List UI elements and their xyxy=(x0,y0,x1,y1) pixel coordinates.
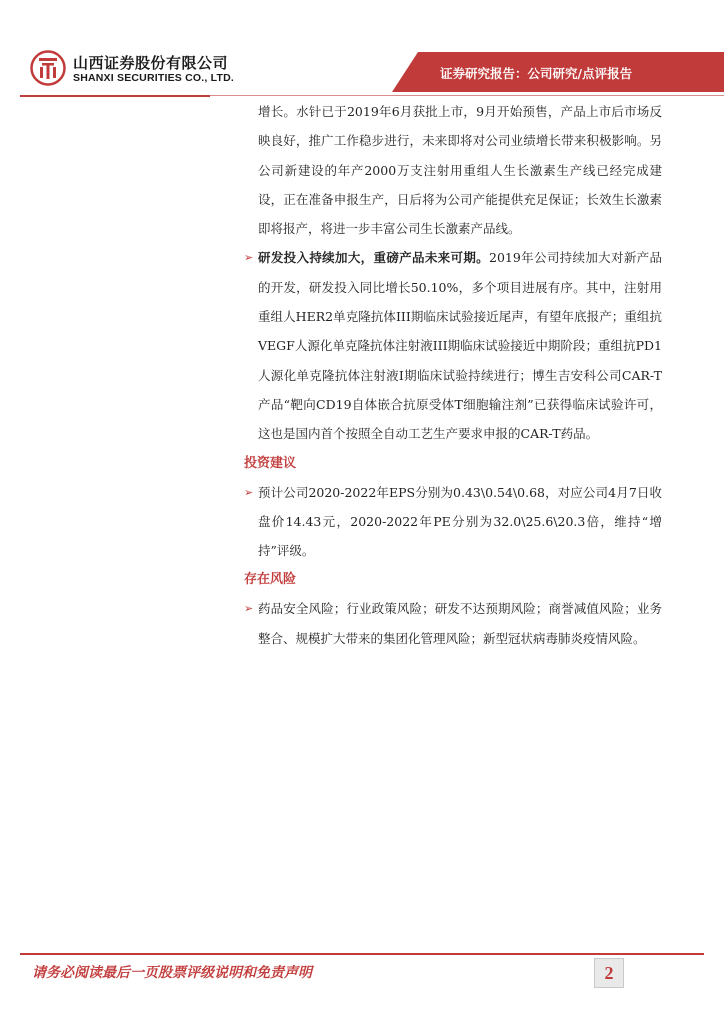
body-paragraph: 增长。水针已于2019年6月获批上市，9月开始预售，产品上市后市场反映良好，推广工作稳步进行，未来即将对公司业绩增长带来积极影响。另公司新建设的年产2000万支注射用重组人生长激素生产线已经完成建设，正在准备申报生产，日后将为公司产能提供充足保证；长效生长激素即将报产，将进一步丰富公司生长激素产品线。 xyxy=(258,104,662,237)
arrow-bullet-icon: ➢ xyxy=(244,485,254,499)
footer-rule xyxy=(20,953,704,955)
invest-paragraph: 预计公司2020-2022年EPS分别为0.43\0.54\0.68，对应公司4月7日收盘价14.43元，2020-2022年PE分别为32.0\25.6\20.3倍，维持“增持”评级。 xyxy=(258,484,662,559)
company-name-en: SHANXI SECURITIES CO., LTD. xyxy=(73,72,234,84)
section-title-risk: 存在风险 xyxy=(244,572,297,588)
risk-paragraph: 药品安全风险；行业政策风险；研发不达预期风险；商誉减值风险；业务整合、规模扩大带来的集团化管理风险；新型冠状病毒肺炎疫情风险。 xyxy=(258,601,662,646)
arrow-bullet-icon: ➢ xyxy=(244,602,254,616)
bullet-heading: 研发投入持续加大，重磅产品未来可期。 xyxy=(258,250,490,266)
arrow-bullet-icon: ➢ xyxy=(244,251,254,265)
bullet-risk xyxy=(244,594,662,653)
header-rule-accent xyxy=(20,95,210,97)
report-type-label: 证券研究报告：公司研究/点评报告 xyxy=(440,66,633,81)
footer-disclaimer: 请务必阅读最后一页股票评级说明和免责声明 xyxy=(32,965,312,981)
bullet-rnd xyxy=(244,243,662,448)
bullet-paragraph xyxy=(258,243,662,448)
company-name-cn: 山西证券股份有限公司 xyxy=(73,54,229,72)
report-body xyxy=(244,97,662,653)
bullet-text: 2019年公司持续加大对新产品的开发，研发投入同比增长50.10%，多个项目进展有序。其中，注射用重组人HER2单克隆抗体III期临床试验接近尾声，有望年底报产；重组抗VEGF人源化单克隆抗体注射液III期临床试验接近中期阶段；重组抗PD1人源化单克隆抗体注射液I期临床试验持续进行；博生吉安科公司CAR-T产品“靶向CD19自体嵌合抗原受体T细胞输注剂”已获得临床试验许可，这也是国内首个按照全自动工艺生产要求申报的CAR-T药品。 xyxy=(258,250,662,442)
header-rule xyxy=(210,95,724,96)
page-number: 2 xyxy=(594,958,624,988)
page-header xyxy=(0,0,724,96)
bullet-invest xyxy=(244,478,662,566)
company-logo-icon xyxy=(30,50,66,86)
section-title-invest: 投资建议 xyxy=(244,455,297,471)
